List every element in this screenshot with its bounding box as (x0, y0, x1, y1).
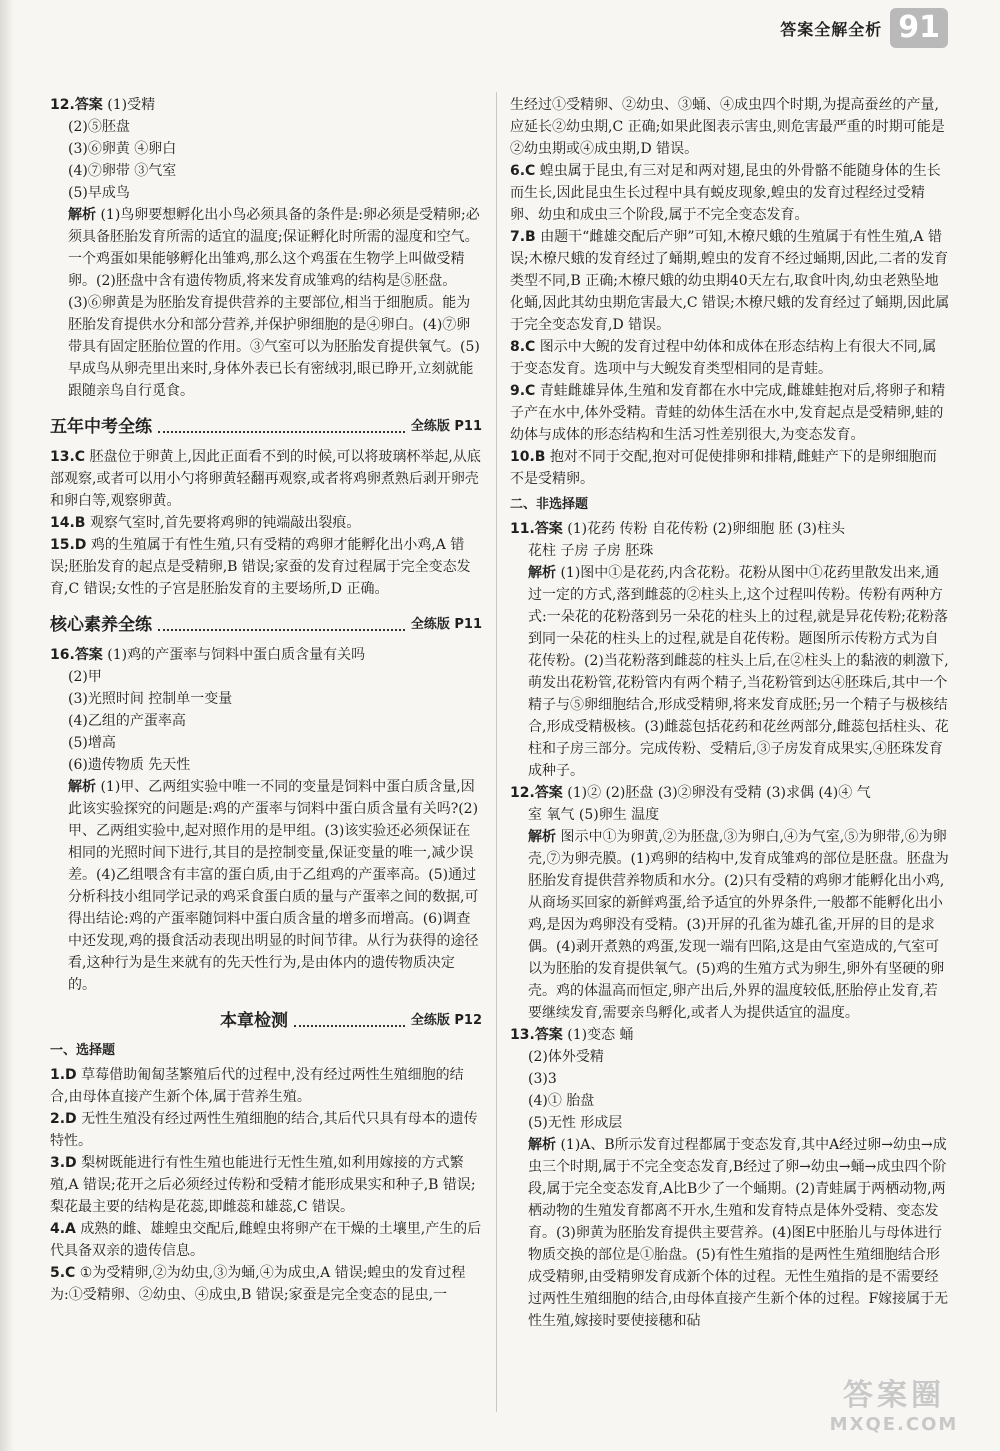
question-text: 胚盘位于卵黄上,因此正面看不到的时候,可以将玻璃杯举起,从底部观察,或者可以用小勺将卵黄轻翻再观察,或者将鸡卵煮熟后剥开卵壳和卵白等,观察卵黄。 (50, 449, 481, 509)
analysis-tag: 解析 (528, 565, 556, 581)
question-number: 8.C (510, 339, 536, 355)
section-title: 核心素养全练 (50, 615, 152, 635)
question-text: 图示中大鲵的发育过程中幼体和成体在形态结构上有很大不同,属于变态发育。选项中与大鲵发育类型相同的是青蛙。 (510, 339, 937, 377)
question-text: 成熟的雌、雄蝗虫交配后,雌蝗虫将卵产在干燥的土壤里,产生的后代具备双亲的遗传信息。 (50, 1221, 482, 1259)
answer-item: (3)光照时间 控制单一变量 (68, 691, 233, 707)
left-column (50, 94, 482, 1306)
choice-9 (510, 380, 950, 446)
question-number: 14.B (50, 515, 86, 531)
page-header (780, 4, 948, 52)
section-five-year-exam (50, 416, 482, 438)
choice-7 (510, 226, 950, 336)
answer-item: (5)早成鸟 (68, 185, 130, 201)
subsection-title: 二、非选择题 (510, 497, 589, 512)
choice-10 (510, 446, 950, 490)
choice-4 (50, 1218, 482, 1262)
analysis-text: (1)图中①是花药,内含花粉。花粉从图中①花药里散发出来,通过一定的方式,落到雌蕊的②柱头上,这个过程叫传粉。传粉有两种方式:一朵花的花粉落到另一朵花的柱头上的过程,就是异花传粉;花粉落到同一朵花的柱头上的过程,就是自花传粉。题图所示传粉方式为自花传粉。(2)当花粉落到雌蕊的柱头上后,在②柱头上的黏液的刺激下,萌发出花粉管,花粉管内有两个精子,当花粉管到达④胚珠后,其中一个精子与⑤卵细胞结合,形成受精卵,将来发育成胚;另一个精子与极核结合,形成受精极核。(3)雌蕊包括花药和花丝两部分,雌蕊包括柱头、花柱和子房三部分。完成传粉、受精后,③子房发育成果实,④胚珠发育成种子。 (528, 565, 949, 779)
question-number: 12. (510, 785, 535, 801)
question-number: 1.D (50, 1067, 77, 1083)
question-12-nonchoice (510, 782, 950, 1024)
question-13 (50, 446, 482, 512)
analysis-tag: 解析 (68, 779, 96, 795)
analysis-tag: 解析 (68, 207, 96, 223)
question-number: 6.C (510, 163, 536, 179)
question-16 (50, 644, 482, 996)
watermark-bottom: MXQE.COM (829, 1414, 959, 1435)
question-number: 4.A (50, 1221, 76, 1237)
question-text: 梨树既能进行有性生殖也能进行无性生殖,如利用嫁接的方式繁殖,A 错误;花开之后必须经过传粉和受精才能形成果实和种子,B 错误;梨花最主要的结构是花蕊,即雌蕊和雄蕊,C 错误。 (50, 1155, 476, 1215)
answer-item: (1)花药 传粉 自花传粉 (2)卵细胞 胚 (3)柱头 (567, 521, 846, 537)
question-number: 16. (50, 647, 75, 663)
answer-item: (5)无性 形成层 (528, 1115, 623, 1131)
analysis-tag: 解析 (528, 1137, 556, 1153)
answer-tag: 答案 (534, 521, 563, 537)
question-number: 13.C (50, 449, 86, 465)
choice-5-continued: 生经过①受精卵、②幼虫、③蛹、④成虫四个时期,为提高蚕丝的产量,应延长②幼虫期,C 正确;如果此图表示害虫,则危害最严重的时期可能是②幼虫期或④成虫期,D 错误。 (510, 97, 945, 157)
question-number: 9.C (510, 383, 536, 399)
question-15 (50, 534, 482, 600)
watermark-top: 答案圈 (843, 1378, 945, 1413)
answer-item: (6)遗传物质 先天性 (68, 757, 191, 773)
answer-tag: 答案 (74, 647, 103, 663)
question-text: 抱对不同于交配,抱对可促使排卵和排精,雌蛙产下的是卵细胞而不是受精卵。 (510, 449, 937, 487)
page-number: 91 (890, 8, 948, 48)
answer-tag: 答案 (534, 1027, 563, 1043)
column-divider (496, 92, 497, 1412)
answer-item: (4)⑦卵带 ③气室 (68, 163, 177, 179)
answer-item: (1)鸡的产蛋率与饲料中蛋白质含量有关吗 (107, 647, 366, 663)
analysis-text: (1)A、B所示发育过程都属于变态发育,其中A经过卵→幼虫→成虫三个时期,属于不完全变态发育,B经过了卵→幼虫→蛹→成虫四个阶段,属于完全变态发育,A比B少了一个蛹期。(2)青蛙属于两栖动物,两栖动物的生殖发育都离不开水,生殖和发育特点是体外受精、变态发育。(3)卵黄为胚胎发育提供主要营养。(4)图E中胚胎儿与母体进行物质交换的部位是①胎盘。(5)有性生殖指的是两性生殖细胞结合形成受精卵,由受精卵发育成新个体的过程。无性生殖指的是不需要经过两性生殖细胞的结合,由母体直接产生新个体的过程。F嫁接属于无性生殖,嫁接时要使接穗和砧 (528, 1137, 949, 1329)
right-column (510, 94, 950, 1332)
question-text: 观察气室时,首先要将鸡卵的钝端敲出裂痕。 (89, 515, 361, 531)
question-14 (50, 512, 482, 534)
question-number: 15.D (50, 537, 87, 553)
question-number: 12. (50, 97, 75, 113)
question-text: 无性生殖没有经过两性生殖细胞的结合,其后代只具有母本的遗传特性。 (50, 1111, 478, 1149)
dotted-leader (158, 421, 405, 433)
section-page-ref: 全练版 P11 (410, 419, 482, 434)
analysis-text: (1)甲、乙两组实验中唯一不同的变量是饲料中蛋白质含量,因此该实验探究的问题是:鸡的产蛋率与饲料中蛋白质含量有关吗?(2)甲、乙两组实验中,起对照作用的是甲组。(3)该实验还必须保证在相同的光照时间下进行,其目的是控制变量,保证变量的唯一,减少误差。(4)乙组喂含有丰富的蛋白质,由于乙组鸡的产蛋率高。(5)通过分析科技小组同学记录的鸡采食蛋白质的量与产蛋率之间的数据,可得出结论:鸡的产蛋率随饲料中蛋白质含量的增多而增高。(6)调查中还发现,鸡的摄食活动表现出明显的时间节律。从行为获得的途径看,这种行为是生来就有的先天性行为,是由体内的遗传物质决定的。 (68, 779, 479, 993)
choice-5 (50, 1262, 482, 1306)
choice-3 (50, 1152, 482, 1218)
choice-6 (510, 160, 950, 226)
question-text: ①为受精卵,②为幼虫,③为蛹,④为成虫,A 错误;蝗虫的发育过程为:①受精卵、②幼虫、④成虫,B 错误;家蚕是完全变态的昆虫,一 (50, 1265, 466, 1303)
book-spine-shadow (0, 0, 14, 1451)
question-text: 青蛙雌雄异体,生殖和发育都在水中完成,雌雄蛙抱对后,将卵子和精子产在水中,体外受精。青蛙的幼体生活在水中,发育起点是受精卵,蛙的幼体与成体的形态结构和生活习性差别很大,为变态发育。 (510, 383, 946, 443)
analysis-text: 图示中①为卵黄,②为胚盘,③为卵白,④为气室,⑤为卵带,⑥为卵壳,⑦为卵壳膜。(1)鸡卵的结构中,发育成雏鸡的部位是胚盘。胚盘为胚胎发育提供营养物质和水分。(2)只有受精的鸡卵才能孵化出小鸡,从商场买回家的新鲜鸡蛋,给予适宜的外界条件,一般都不能孵化出小鸡,是因为鸡卵没有受精。(3)开屏的孔雀为雄孔雀,开屏的目的是求偶。(4)剥开煮熟的鸡蛋,发现一端有凹陷,这是由气室造成的,气室可以为胚胎的发育提供氧气。(5)鸡的生殖方式为卵生,卵外有坚硬的卵壳。鸡的体温高而恒定,卵产出后,外界的温度较低,胚胎停止发育,若要继续发育,需要亲鸟孵化,或者人为提供适宜的温度。 (528, 829, 949, 1021)
question-text: 鸡的生殖属于有性生殖,只有受精的鸡卵才能孵化出小鸡,A 错误;胚胎发育的起点是受精卵,B 错误;家蚕的发育过程属于完全变态发育,C 错误;女性的子宫是胚胎发育的主要场所,D 正确。 (50, 537, 471, 597)
answer-item: (3)⑥卵黄 ④卵白 (68, 141, 177, 157)
analysis-text: (1)鸟卵要想孵化出小鸟必须具备的条件是:卵必须是受精卵;必须具备胚胎发育所需的适宜的温度;保证孵化时所需的湿度和空气。一个鸡蛋如果能够孵化出雏鸡,那么这个鸡蛋在生物学上叫做受精卵。(2)胚盘中含有遗传物质,将来发育成雏鸡的结构是⑤胚盘。(3)⑥卵黄是为胚胎发育提供营养的主要部位,相当于细胞质。能为胚胎发育提供水分和部分营养,并保护卵细胞的是④卵白。(4)⑦卵带具有固定胚胎位置的作用。③气室可以为胚胎发育提供氧气。(5)早成鸟从卵壳里出来时,身体外表已长有密绒羽,眼已睁开,立刻就能跟随亲鸟自行觅食。 (68, 207, 480, 399)
section-title: 本章检测 (220, 1011, 288, 1031)
answer-item: (3)3 (528, 1071, 557, 1087)
answer-item: (1)变态 蛹 (567, 1027, 634, 1043)
answer-tag: 答案 (534, 785, 563, 801)
question-13-nonchoice (510, 1024, 950, 1332)
answer-item: 室 氧气 (5)卵生 温度 (528, 807, 660, 823)
dotted-leader (294, 1015, 405, 1027)
header-label: 答案全解全析 (780, 19, 883, 39)
question-text: 蝗虫属于昆虫,有三对足和两对翅,昆虫的外骨骼不能随身体的生长而生长,因此昆虫生长过程中具有蜕皮现象,蝗虫的发育过程经过受精卵、幼虫和成虫三个阶段,属于不完全变态发育。 (510, 163, 941, 223)
answer-item: (4)乙组的产蛋率高 (68, 713, 186, 729)
question-11 (510, 518, 950, 782)
section-chapter-test (50, 1010, 482, 1032)
answer-item: (1)受精 (107, 97, 156, 113)
choice-2 (50, 1108, 482, 1152)
question-number: 3.D (50, 1155, 77, 1171)
answer-item: (1)② (2)胚盘 (3)②卵没有受精 (3)求偶 (4)④ 气 (567, 785, 871, 801)
watermark-logo (814, 1370, 974, 1435)
dotted-leader (158, 619, 405, 631)
question-number: 5.C (50, 1265, 76, 1281)
subsection-title: 一、选择题 (50, 1043, 116, 1058)
answer-tag: 答案 (74, 97, 103, 113)
question-number: 13. (510, 1027, 535, 1043)
answer-item: (2)体外受精 (528, 1049, 604, 1065)
analysis-tag: 解析 (528, 829, 556, 845)
answer-item: (4)① 胎盘 (528, 1093, 595, 1109)
choice-1 (50, 1064, 482, 1108)
question-text: 草莓借助匍匐茎繁殖后代的过程中,没有经过两性生殖细胞的结合,由母体直接产生新个体,属于营养生殖。 (50, 1067, 464, 1105)
section-title: 五年中考全练 (50, 417, 152, 437)
answer-item: (2)⑤胚盘 (68, 119, 130, 135)
question-12 (50, 94, 482, 402)
answer-item: (5)增高 (68, 735, 116, 751)
question-number: 11. (510, 521, 535, 537)
answer-item: (2)甲 (68, 669, 102, 685)
choice-8 (510, 336, 950, 380)
section-page-ref: 全练版 P12 (410, 1013, 482, 1028)
question-number: 10.B (510, 449, 546, 465)
section-page-ref: 全练版 P11 (410, 617, 482, 632)
question-number: 2.D (50, 1111, 77, 1127)
question-number: 7.B (510, 229, 536, 245)
question-text: 由题干“雌雄交配后产卵”可知,木橑尺蛾的生殖属于有性生殖,A 错误;木橑尺蛾的发育经过了蛹期,蝗虫的发育不经过蛹期,因此,二者的发育类型不同,B 正确;木橑尺蛾的幼虫期40天左右,取食叶肉,幼虫老熟坠地化蛹,因此其幼虫期危害最大,C 错误;木橑尺蛾的发育经过了蛹期,因此属于完全变态发育,D 错误。 (510, 229, 950, 333)
answer-item: 花柱 子房 子房 胚珠 (528, 543, 654, 559)
section-core-literacy (50, 614, 482, 636)
